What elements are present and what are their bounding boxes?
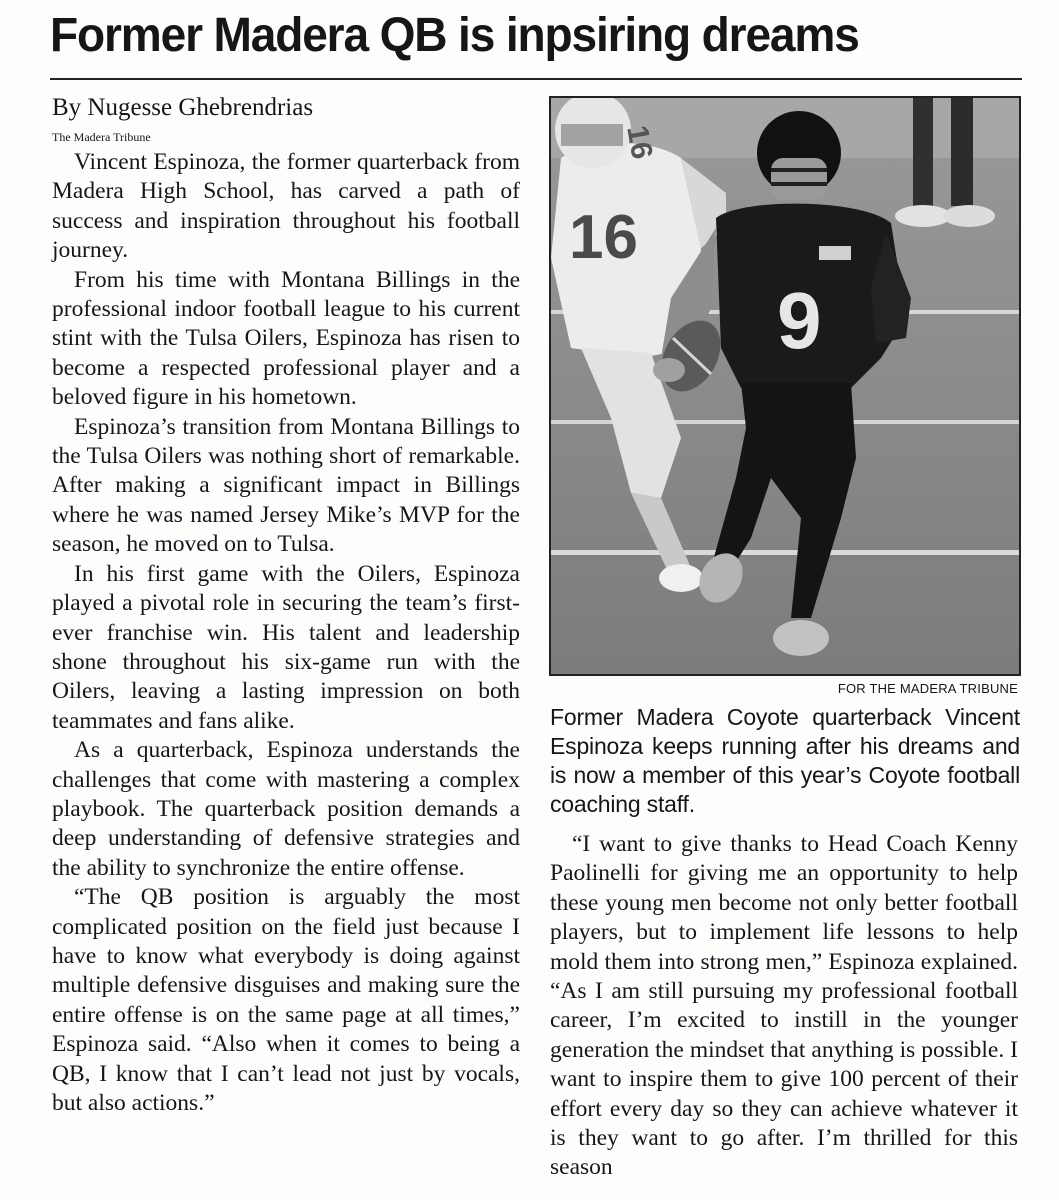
- defender-jersey-number: 16: [569, 203, 638, 272]
- headline: Former Madera QB is inpsiring dreams: [50, 9, 859, 62]
- paragraph: As a quarterback, Espinoza understands the challenges that come with mastering a complex playbook. The quarterback position demands a deep understanding of defensive strategies and the ability to synchronize the entire offense.: [52, 737, 520, 881]
- paragraph: “I want to give thanks to Head Coach Kenny Paolinelli for giving me an opportunity to help these young men become not only better football players, but to implement life lessons to help mold them into strong men,” Espinoza explained. “As I am still pursuing my professional football career, I’m excited to instill in the younger generation the mindset that anything is possible. I want to inspire them to give 100 percent of their effort every day so they can achieve whatever it is they want to go after. I’m thrilled for this season: [550, 831, 1018, 1181]
- football-photo: [549, 96, 1021, 676]
- paragraph: In his first game with the Oilers, Espinoza played a pivotal role in securing the team’s first-ever franchise win. His talent and leadership shone throughout his six-game run with the Oilers, leaving a lasting impression on both teammates and fans alike.: [52, 560, 520, 734]
- paragraph: From his time with Montana Billings in the professional indoor football league to his current stint with the Tulsa Oilers, Espinoza has risen to become a respected professional player and a beloved figure in his hometown.: [52, 266, 520, 411]
- paragraph: Espinoza’s transition from Montana Billings to the Tulsa Oilers was nothing short of remarkable. After making a significant impact in Billings where he was named Jersey Mike’s MVP for the season, he moved on to Tulsa.: [52, 413, 520, 558]
- publication-name: The Madera Tribune: [52, 130, 151, 144]
- photo-caption: Former Madera Coyote quarterback Vincent Espinoza keeps running after his dreams and is now a member of this year’s Coyote football coaching staff.: [550, 704, 1020, 817]
- football-photo-drawing: [551, 98, 1019, 674]
- headline-rule: [50, 78, 1022, 80]
- article-column-right: [550, 830, 1018, 1183]
- paragraph: Vincent Espinoza, the former quarterback from Madera High School, has carved a path of success and inspiration throughout his football journey.: [52, 149, 520, 264]
- photo-credit: FOR THE MADERA TRIBUNE: [837, 681, 1018, 696]
- quarterback-jersey-number: 9: [777, 276, 822, 365]
- defender-helmet-number: 16: [620, 123, 659, 162]
- paragraph: “The QB position is arguably the most complicated position on the field just because I have to know what everybody is doing against multiple defensive disguises and making sure the entire offense is on the same page at all times,” Espinoza said. “Also when it comes to being a QB, I know that I can’t lead not just by vocals, but also actions.”: [52, 884, 520, 1116]
- article-column-left: [52, 148, 520, 1118]
- byline: By Nugesse Ghebrendrias: [52, 94, 314, 121]
